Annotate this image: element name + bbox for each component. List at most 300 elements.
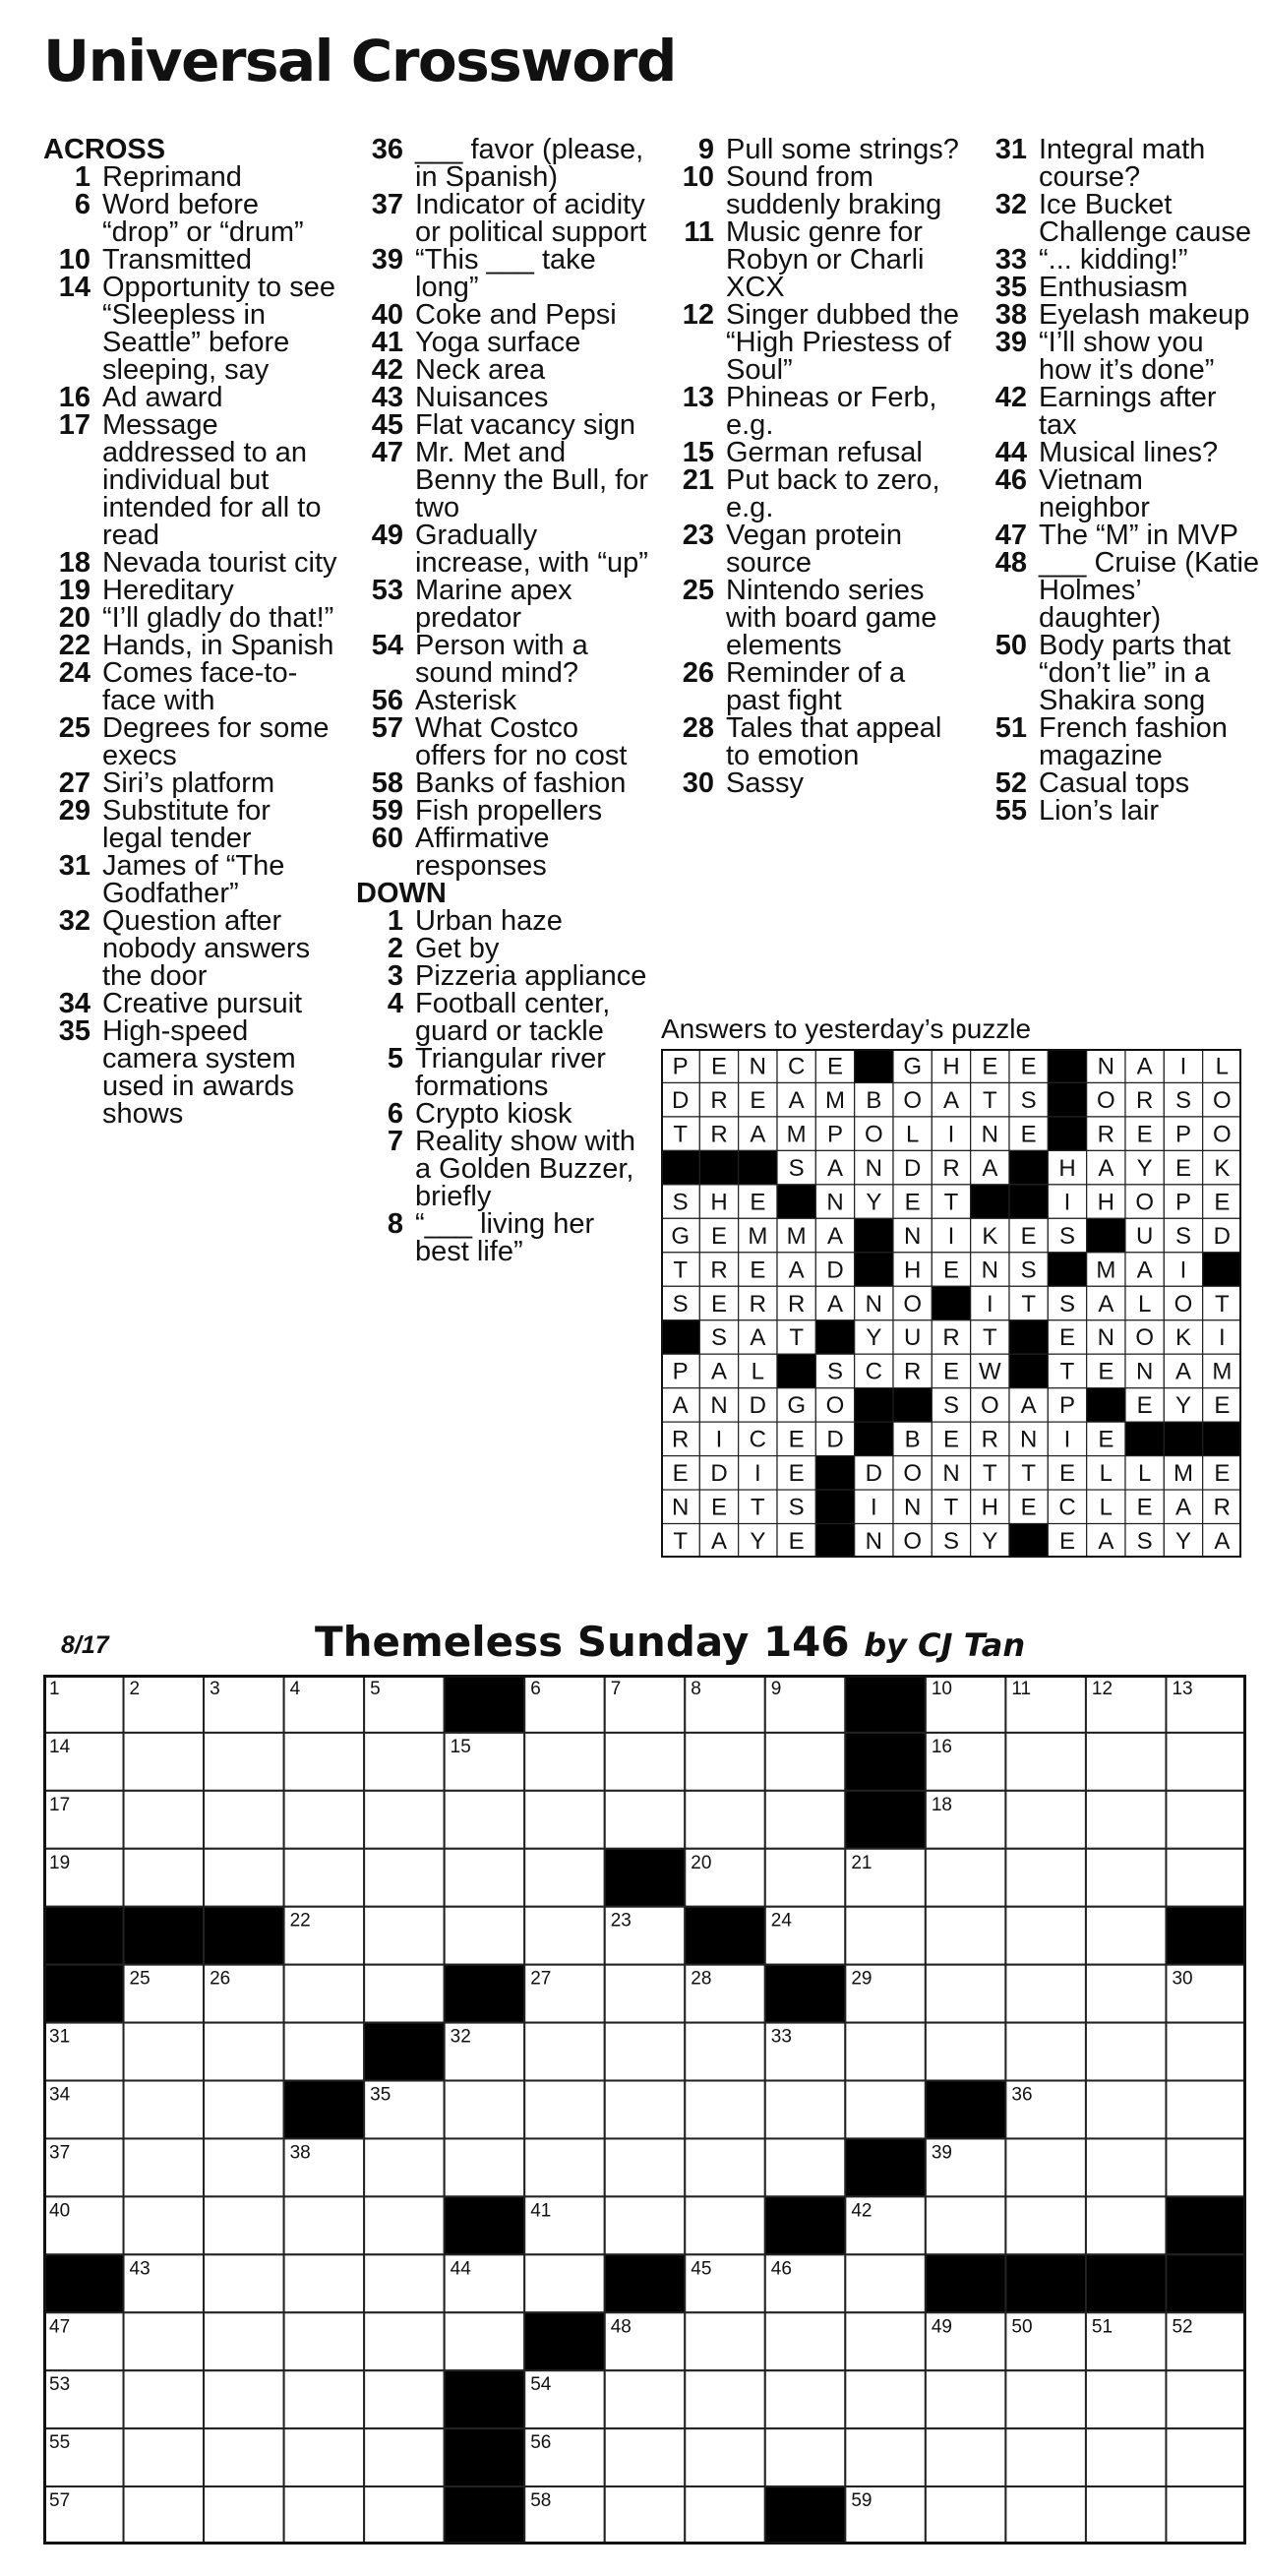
grid-cell[interactable] <box>445 2312 525 2370</box>
clue-text: Music genre for Robyn or Charli XCX <box>726 216 925 303</box>
grid-cell[interactable] <box>845 2312 926 2370</box>
down-clue-30[interactable] <box>667 769 962 797</box>
down-clue-12[interactable] <box>667 301 962 384</box>
down-clue-47[interactable] <box>980 521 1260 549</box>
grid-cell[interactable] <box>926 2428 1006 2486</box>
grid-cell[interactable] <box>364 2138 445 2196</box>
cell-number: 47 <box>49 2316 71 2338</box>
down-clue-23[interactable] <box>667 521 962 577</box>
grid-cell[interactable] <box>605 2486 686 2545</box>
grid-cell[interactable] <box>685 2196 765 2254</box>
across-clue-31[interactable] <box>43 852 338 907</box>
grid-cell[interactable] <box>124 2428 205 2486</box>
grid-cell[interactable] <box>124 2023 205 2081</box>
grid-cell[interactable] <box>1086 1965 1167 2023</box>
down-clue-35[interactable] <box>980 274 1260 301</box>
clue-number: 57 <box>371 712 403 744</box>
answer-letter: S <box>788 1154 805 1182</box>
answer-letter: N <box>749 1053 767 1080</box>
grid-cell[interactable] <box>284 2428 365 2486</box>
across-clue-27[interactable] <box>43 769 338 797</box>
grid-cell[interactable] <box>765 2370 846 2428</box>
grid-cell[interactable] <box>765 2081 846 2139</box>
grid-cell[interactable] <box>364 2312 445 2370</box>
across-clue-14[interactable] <box>43 274 338 384</box>
across-clue-40[interactable] <box>356 301 651 329</box>
grid-cell[interactable] <box>605 1733 686 1791</box>
grid-cell[interactable] <box>1086 2428 1167 2486</box>
answer-letter: N <box>865 1528 883 1556</box>
across-clue-43[interactable] <box>356 384 651 411</box>
across-clue-24[interactable] <box>43 659 338 714</box>
down-clue-11[interactable] <box>667 218 962 301</box>
across-clue-57[interactable] <box>356 714 651 769</box>
clue-column-2 <box>356 136 651 1265</box>
grid-cell[interactable] <box>284 2312 365 2370</box>
grid-cell[interactable] <box>685 1791 765 1849</box>
grid-cell[interactable] <box>364 1907 445 1965</box>
grid-cell[interactable] <box>845 1907 926 1965</box>
answer-letter: A <box>982 1154 998 1182</box>
clue-number: 39 <box>371 244 403 276</box>
grid-cell[interactable] <box>845 2428 926 2486</box>
grid-cell[interactable] <box>685 2023 765 2081</box>
cell-number: 34 <box>49 2084 71 2106</box>
clue-text: Integral math course? <box>1039 134 1206 193</box>
grid-cell[interactable] <box>284 1849 365 1907</box>
answer-letter: O <box>903 1290 923 1318</box>
clue-text: Pull some strings? <box>726 134 959 165</box>
clue-column-4 <box>980 136 1260 825</box>
clue-number: 38 <box>994 299 1027 331</box>
grid-cell[interactable] <box>1166 2023 1246 2081</box>
grid-cell[interactable] <box>1005 1965 1086 2023</box>
grid-cell[interactable] <box>605 2428 686 2486</box>
cell-number: 55 <box>49 2432 71 2454</box>
grid-cell[interactable] <box>1005 1907 1086 1965</box>
grid-cell[interactable] <box>845 2023 926 2081</box>
down-clue-46[interactable] <box>980 466 1260 521</box>
grid-cell[interactable] <box>124 2138 205 2196</box>
answer-letter: E <box>1174 1154 1192 1182</box>
clue-number: 2 <box>387 933 403 964</box>
grid-cell[interactable] <box>124 1791 205 1849</box>
down-clue-10[interactable] <box>667 163 962 218</box>
clue-text: James of “The Godfather” <box>102 850 285 909</box>
down-clue-48[interactable] <box>980 549 1260 632</box>
grid-cell[interactable] <box>1086 1907 1167 1965</box>
grid-cell[interactable] <box>1005 1849 1086 1907</box>
across-clue-29[interactable] <box>43 797 338 852</box>
answer-letter: N <box>903 1222 922 1250</box>
answer-letter: L <box>1215 1053 1230 1080</box>
across-clue-25[interactable] <box>43 714 338 769</box>
across-clue-53[interactable] <box>356 577 651 632</box>
clue-text: Hands, in Spanish <box>102 630 334 661</box>
across-clue-16[interactable] <box>43 384 338 411</box>
grid-cell[interactable] <box>204 2312 284 2370</box>
grid-cell[interactable] <box>124 2081 205 2139</box>
answer-letter: I <box>1179 1257 1187 1284</box>
grid-cell[interactable] <box>1005 1733 1086 1791</box>
grid-cell[interactable] <box>1086 2196 1167 2254</box>
grid-cell[interactable] <box>605 2370 686 2428</box>
grid-cell[interactable] <box>524 1907 605 1965</box>
grid-cell[interactable] <box>445 2138 525 2196</box>
grid-cell[interactable] <box>1166 1791 1246 1849</box>
grid-cell[interactable] <box>1086 2081 1167 2139</box>
clue-text: Lion’s lair <box>1039 795 1159 827</box>
down-clue-25[interactable] <box>667 577 962 659</box>
across-clue-22[interactable] <box>43 632 338 659</box>
grid-cell[interactable] <box>284 1733 365 1791</box>
grid-cell[interactable] <box>605 2196 686 2254</box>
black-square <box>445 1675 525 1733</box>
down-clue-31[interactable] <box>980 136 1260 191</box>
grid-cell[interactable] <box>1086 2023 1167 2081</box>
cell-number: 18 <box>931 1794 953 1815</box>
grid-cell[interactable] <box>926 1907 1006 1965</box>
down-clue-6[interactable] <box>356 1100 651 1128</box>
down-clue-44[interactable] <box>980 439 1260 466</box>
grid-cell[interactable] <box>1166 1849 1246 1907</box>
grid-cell[interactable] <box>1086 2486 1167 2545</box>
black-square <box>765 1965 846 2023</box>
clue-number: 54 <box>371 630 403 661</box>
grid-cell[interactable] <box>204 2081 284 2139</box>
grid-cell[interactable] <box>284 2370 365 2428</box>
answer-letter: E <box>1098 1426 1114 1453</box>
grid-cell[interactable] <box>364 1965 445 2023</box>
down-clue-1[interactable] <box>356 907 651 935</box>
down-clue-7[interactable] <box>356 1128 651 1210</box>
across-clue-6[interactable] <box>43 191 338 246</box>
clue-text: Phineas or Ferb, e.g. <box>726 382 937 441</box>
answer-letter: T <box>673 1528 689 1556</box>
grid-cell[interactable] <box>204 1733 284 1791</box>
down-clue-3[interactable] <box>356 962 651 990</box>
grid-cell[interactable] <box>1166 2138 1246 2196</box>
grid-cell[interactable] <box>204 2428 284 2486</box>
grid-cell[interactable] <box>284 1791 365 1849</box>
across-clue-18[interactable] <box>43 549 338 577</box>
across-clue-47[interactable] <box>356 439 651 521</box>
grid-cell[interactable] <box>1166 1733 1246 1791</box>
across-clue-54[interactable] <box>356 632 651 687</box>
grid-cell[interactable] <box>685 2428 765 2486</box>
grid-cell[interactable] <box>845 2370 926 2428</box>
cell-number: 1 <box>49 1679 60 1699</box>
down-clue-42[interactable] <box>980 384 1260 439</box>
across-clue-58[interactable] <box>356 769 651 797</box>
grid-cell[interactable] <box>765 1791 846 1849</box>
grid-cell[interactable] <box>204 2486 284 2545</box>
grid-cell[interactable] <box>605 2138 686 2196</box>
down-clue-32[interactable] <box>980 191 1260 246</box>
grid-cell[interactable] <box>765 2428 846 2486</box>
grid-cell[interactable] <box>1086 1733 1167 1791</box>
grid-cell[interactable] <box>524 1733 605 1791</box>
grid-cell[interactable] <box>1005 2428 1086 2486</box>
grid-cell[interactable] <box>524 2138 605 2196</box>
grid-cell[interactable] <box>1166 2081 1246 2139</box>
grid-cell[interactable] <box>124 2486 205 2545</box>
answer-letter: E <box>982 1053 998 1080</box>
grid-cell[interactable] <box>605 1965 686 2023</box>
answer-letter: K <box>1174 1324 1192 1352</box>
answer-black-cell <box>661 1150 699 1184</box>
grid-cell[interactable] <box>204 2023 284 2081</box>
down-clue-28[interactable] <box>667 714 962 769</box>
answer-letter: E <box>710 1494 728 1521</box>
down-clue-13[interactable] <box>667 384 962 439</box>
across-clue-39[interactable] <box>356 246 651 301</box>
grid-cell[interactable] <box>926 1849 1006 1907</box>
grid-cell[interactable] <box>284 2254 365 2312</box>
answer-letter: C <box>1058 1494 1076 1521</box>
grid-cell[interactable] <box>685 2138 765 2196</box>
grid-cell[interactable] <box>765 2138 846 2196</box>
grid-cell[interactable] <box>445 1907 525 1965</box>
answer-black-cell <box>699 1150 738 1184</box>
grid-cell[interactable] <box>845 2254 926 2312</box>
grid-cell[interactable] <box>364 2370 445 2428</box>
across-clue-32[interactable] <box>43 907 338 990</box>
across-clue-59[interactable] <box>356 797 651 825</box>
clue-text: Opportunity to see “Sleepless in Seattle” before sleeping, say <box>102 272 335 386</box>
across-clue-19[interactable] <box>43 577 338 604</box>
grid-cell[interactable] <box>124 2312 205 2370</box>
clue-number: 17 <box>58 409 90 441</box>
grid-cell[interactable] <box>524 2081 605 2139</box>
grid-cell[interactable] <box>284 2486 365 2545</box>
clue-number: 32 <box>58 905 90 937</box>
cell-number: 59 <box>851 2490 873 2512</box>
grid-cell[interactable] <box>524 2254 605 2312</box>
grid-cell[interactable] <box>765 2312 846 2370</box>
across-clue-1[interactable] <box>43 163 338 191</box>
down-clue-50[interactable] <box>980 632 1260 714</box>
answer-letter: R <box>787 1290 806 1318</box>
grid-cell[interactable] <box>685 2312 765 2370</box>
answer-black-cell <box>815 1320 854 1354</box>
down-clue-33[interactable] <box>980 246 1260 274</box>
black-square <box>43 1965 124 2023</box>
cell-number: 54 <box>530 2374 552 2396</box>
grid-cell[interactable] <box>926 1965 1006 2023</box>
across-clue-20[interactable] <box>43 604 338 632</box>
clue-text: German refusal <box>726 437 923 468</box>
across-clue-56[interactable] <box>356 687 651 714</box>
crossword-grid-svg[interactable] <box>43 1675 1246 2545</box>
down-clue-39[interactable] <box>980 329 1260 384</box>
answer-letter: D <box>903 1154 922 1182</box>
grid-cell[interactable] <box>124 2196 205 2254</box>
grid-cell[interactable] <box>124 1733 205 1791</box>
grid-cell[interactable] <box>1005 2196 1086 2254</box>
grid-cell[interactable] <box>204 1791 284 1849</box>
answer-black-cell <box>855 1218 893 1252</box>
grid-cell[interactable] <box>364 1733 445 1791</box>
grid-cell[interactable] <box>1166 2370 1246 2428</box>
across-clue-10[interactable] <box>43 246 338 274</box>
clue-number: 13 <box>682 382 714 413</box>
answer-letter: M <box>825 1086 845 1114</box>
grid-cell[interactable] <box>605 2081 686 2139</box>
clue-text: ___ Cruise (Katie Holmes’ daughter) <box>1039 547 1260 634</box>
across-clue-49[interactable] <box>356 521 651 577</box>
grid-cell[interactable] <box>926 2196 1006 2254</box>
across-clue-60[interactable] <box>356 825 651 880</box>
clue-number: 26 <box>682 657 714 689</box>
grid-cell[interactable] <box>1086 2370 1167 2428</box>
answer-letter: U <box>903 1324 922 1352</box>
cell-number: 19 <box>49 1852 71 1873</box>
grid-cell[interactable] <box>845 2081 926 2139</box>
grid-cell[interactable] <box>926 2023 1006 2081</box>
down-clue-21[interactable] <box>667 466 962 521</box>
black-square <box>284 2081 365 2139</box>
down-clue-38[interactable] <box>980 301 1260 329</box>
across-clue-41[interactable] <box>356 329 651 356</box>
clue-text: Triangular river formations <box>415 1043 606 1102</box>
across-clue-45[interactable] <box>356 411 651 439</box>
cell-number: 36 <box>1011 2084 1033 2106</box>
answer-letter: A <box>750 1121 766 1148</box>
grid-cell[interactable] <box>364 1849 445 1907</box>
grid-cell[interactable] <box>524 1791 605 1849</box>
clue-number: 49 <box>371 520 403 551</box>
down-clue-8[interactable] <box>356 1210 651 1265</box>
down-clue-5[interactable] <box>356 1045 651 1100</box>
cell-number: 2 <box>129 1679 141 1699</box>
grid-cell[interactable] <box>1005 2370 1086 2428</box>
grid-cell[interactable] <box>204 2254 284 2312</box>
answer-letter: S <box>1174 1222 1192 1250</box>
answer-black-cell <box>815 1490 854 1523</box>
crossword-grid[interactable] <box>43 1675 1246 2545</box>
answer-letter: C <box>865 1358 883 1385</box>
cell-number: 37 <box>49 2142 71 2164</box>
clue-text: Musical lines? <box>1039 437 1219 468</box>
answer-letter: T <box>943 1189 959 1216</box>
clue-number: 35 <box>58 1015 90 1047</box>
answer-letter: P <box>826 1121 844 1148</box>
grid-cell[interactable] <box>364 2254 445 2312</box>
down-clue-55[interactable] <box>980 797 1260 825</box>
grid-cell[interactable] <box>605 1791 686 1849</box>
grid-cell[interactable] <box>204 2196 284 2254</box>
grid-cell[interactable] <box>1005 2138 1086 2196</box>
grid-cell[interactable] <box>1005 2486 1086 2545</box>
grid-cell[interactable] <box>445 2081 525 2139</box>
grid-cell[interactable] <box>445 1849 525 1907</box>
grid-cell[interactable] <box>685 1733 765 1791</box>
clue-number: 41 <box>371 327 403 358</box>
grid-cell[interactable] <box>445 1791 525 1849</box>
clue-number: 25 <box>682 575 714 606</box>
answer-letter: I <box>715 1426 723 1453</box>
grid-cell[interactable] <box>524 1849 605 1907</box>
grid-cell[interactable] <box>204 1849 284 1907</box>
answer-letter: A <box>942 1086 960 1114</box>
cell-number: 4 <box>289 1679 301 1699</box>
grid-cell[interactable] <box>284 2196 365 2254</box>
grid-cell[interactable] <box>765 1849 846 1907</box>
grid-cell[interactable] <box>1005 2023 1086 2081</box>
grid-cell[interactable] <box>765 1733 846 1791</box>
cell-number: 40 <box>49 2200 71 2222</box>
clue-text: Vegan protein source <box>726 520 902 579</box>
grid-cell[interactable] <box>364 2428 445 2486</box>
grid-cell[interactable] <box>364 2486 445 2545</box>
grid-cell[interactable] <box>524 2023 605 2081</box>
down-clue-9[interactable] <box>667 136 962 163</box>
grid-cell[interactable] <box>1086 2138 1167 2196</box>
clue-number: 28 <box>682 712 714 744</box>
grid-cell[interactable] <box>124 1849 205 1907</box>
grid-cell[interactable] <box>364 2196 445 2254</box>
answer-letter: E <box>904 1189 921 1216</box>
cell-number: 15 <box>450 1736 471 1757</box>
answer-letter: G <box>787 1392 807 1420</box>
answer-letter: E <box>1020 1053 1037 1080</box>
answer-letter: N <box>865 1154 883 1182</box>
across-clue-37[interactable] <box>356 191 651 246</box>
grid-cell[interactable] <box>1005 1791 1086 1849</box>
across-clue-42[interactable] <box>356 356 651 384</box>
down-clue-15[interactable] <box>667 439 962 466</box>
grid-cell[interactable] <box>284 2023 365 2081</box>
across-clue-35[interactable] <box>43 1017 338 1128</box>
across-clue-17[interactable] <box>43 411 338 549</box>
grid-cell[interactable] <box>124 2370 205 2428</box>
down-clue-26[interactable] <box>667 659 962 714</box>
answer-black-cell <box>1048 1117 1086 1150</box>
grid-cell[interactable] <box>204 2138 284 2196</box>
grid-cell[interactable] <box>685 2370 765 2428</box>
answer-letter: I <box>753 1460 761 1488</box>
grid-cell[interactable] <box>364 1791 445 1849</box>
grid-cell[interactable] <box>685 2081 765 2139</box>
grid-cell[interactable] <box>926 2370 1006 2428</box>
answer-letter: S <box>1174 1086 1192 1114</box>
grid-cell[interactable] <box>1086 1791 1167 1849</box>
clue-number: 46 <box>994 464 1027 496</box>
across-clue-34[interactable] <box>43 990 338 1017</box>
grid-cell[interactable] <box>605 2023 686 2081</box>
down-clue-4[interactable] <box>356 990 651 1045</box>
clue-number: 10 <box>682 161 714 193</box>
grid-cell[interactable] <box>926 2486 1006 2545</box>
grid-cell[interactable] <box>1166 2486 1246 2545</box>
across-clue-36[interactable] <box>356 136 651 191</box>
answer-letter: E <box>1214 1189 1231 1216</box>
down-clue-2[interactable] <box>356 935 651 962</box>
answer-letter: E <box>1058 1324 1076 1352</box>
grid-cell[interactable] <box>1086 1849 1167 1907</box>
grid-cell[interactable] <box>1166 2428 1246 2486</box>
cell-number: 46 <box>770 2258 792 2280</box>
grid-cell[interactable] <box>284 1965 365 2023</box>
down-clue-51[interactable] <box>980 714 1260 769</box>
clue-text: Affirmative responses <box>415 823 550 882</box>
answer-letter: O <box>1212 1086 1232 1114</box>
grid-cell[interactable] <box>685 2486 765 2545</box>
down-clue-52[interactable] <box>980 769 1260 797</box>
grid-cell[interactable] <box>204 2370 284 2428</box>
answer-letter: E <box>788 1528 805 1556</box>
